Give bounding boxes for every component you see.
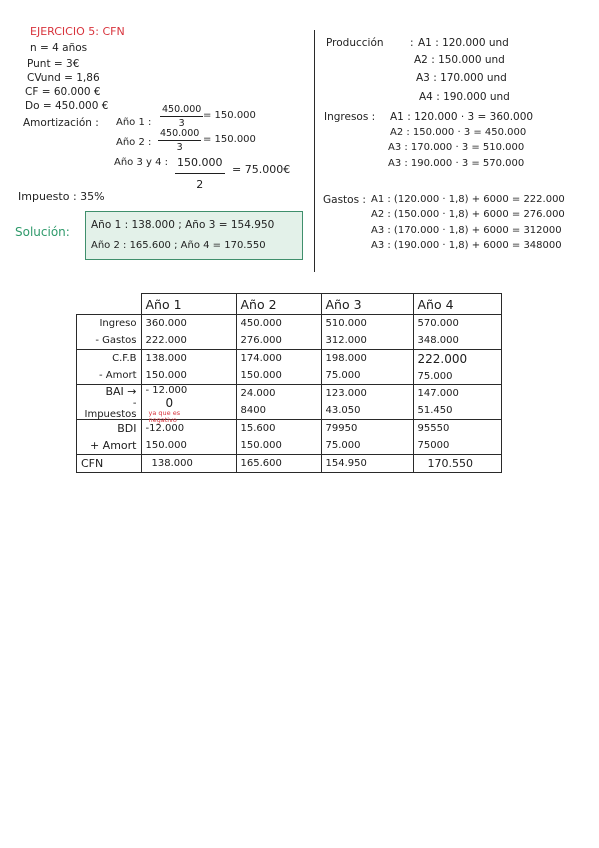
amort-y2-label: Año 2 : [116,137,152,148]
produccion-a4: A4 : 190.000 und [419,91,510,103]
table-row [77,315,502,350]
header-year-2: Año 2 [236,294,321,315]
header-year-4: Año 4 [413,294,501,315]
table-cell [413,385,501,420]
table-cell [321,315,413,350]
fixed-cost: CF = 60.000 € [25,86,101,98]
row-label [77,315,142,350]
row-label-bottom: + Amort [89,439,137,452]
table-row [77,420,502,455]
row-label-top: BDI [117,422,137,435]
cell-top: 510.000 [325,318,367,329]
gastos-a2: A2 : (150.000 · 1,8) + 6000 = 276.000 [371,209,565,220]
table-cell [236,315,321,350]
cell-bottom: 150.000 [145,440,187,451]
amort-y34-fraction [175,156,225,191]
row-label [77,420,142,455]
amort-y2-numerator: 450.000 [160,128,200,139]
table-cell [236,420,321,455]
solution-box [85,211,303,260]
cell-bottom-value: 0 [165,396,174,410]
amort-y1-label: Año 1 : [116,117,152,128]
header-year-1: Año 1 [141,294,236,315]
row-label-top: BAI → [105,385,137,398]
row-label-bottom: - Amort [98,370,137,381]
table-cell [413,420,501,455]
exercise-title: EJERCICIO 5: CFN [30,25,125,38]
amort-y1-fraction [160,104,203,129]
produccion-a1: A1 : 120.000 und [418,37,509,49]
row-label [77,385,142,420]
ingresos-label: Ingresos : [324,111,376,123]
cell-bottom: 150.000 [240,440,282,451]
gastos-a1: A1 : (120.000 · 1,8) + 6000 = 222.000 [371,194,565,205]
amort-y34-result: = 75.000€ [232,163,291,176]
cell-top: 174.000 [240,353,282,364]
amortizacion-label: Amortización : [23,117,99,129]
cfn-value-year-2: 165.600 [236,455,321,473]
table-cell [413,315,501,350]
amort-y34-denominator: 2 [196,178,204,191]
cfn-table [76,293,502,473]
cell-bottom: 348.000 [417,335,459,346]
solution-line-1: Año 1 : 138.000 ; Año 3 = 154.950 [91,219,275,231]
table-cell [141,420,236,455]
cell-top: -12.000 [145,423,185,434]
cell-top: 222.000 [417,352,468,367]
amort-y34-label: Año 3 y 4 : [114,157,169,168]
cell-top: 15.600 [240,423,276,434]
unit-price: Punt = 3€ [27,58,80,70]
cell-bottom [146,396,232,424]
produccion-a2: A2 : 150.000 und [414,54,505,66]
cfn-value-year-1: 138.000 [141,455,236,473]
cell-bottom: 75.000 [417,370,453,382]
table-row [77,385,502,420]
cell-top: 79950 [325,423,358,434]
cell-bottom: 43.050 [325,405,361,416]
table-cell [321,385,413,420]
gastos-a3: A3 : (170.000 · 1,8) + 6000 = 312000 [371,225,562,236]
ingresos-a2: A2 : 150.000 · 3 = 450.000 [390,127,527,138]
amort-y34-numerator: 150.000 [175,156,225,174]
cell-top: 138.000 [145,353,187,364]
table-cell [141,385,236,424]
table-row [77,350,502,385]
row-label-bottom: - Gastos [95,335,137,346]
negative-note: ya que es negativo [148,409,181,424]
ingresos-a4: A3 : 190.000 · 3 = 570.000 [388,158,525,169]
tax-rate: Impuesto : 35% [18,190,105,203]
cell-bottom: 8400 [240,405,266,416]
cell-top: 198.000 [325,353,367,364]
cell-top: 450.000 [240,318,282,329]
cell-bottom: 276.000 [240,335,282,346]
table-header-row [77,294,502,315]
amort-y1-numerator: 450.000 [162,104,202,115]
amort-y1-denominator: 3 [178,118,185,129]
table-cell [141,315,236,350]
amort-y2-fraction [158,128,201,153]
cfn-value-year-3: 154.950 [321,455,413,473]
unit-variable-cost: CVund = 1,86 [27,72,100,84]
ingresos-a1: A1 : 120.000 · 3 = 360.000 [390,111,534,123]
n-years: n = 4 años [30,42,88,54]
cell-bottom: 51.450 [417,405,453,416]
cell-top: 147.000 [417,388,459,399]
cell-bottom: 222.000 [145,335,187,346]
solucion-label: Solución: [15,225,70,239]
cfn-value-year-4: 170.550 [413,455,501,473]
table-cell [321,350,413,385]
cell-top: - 12.000 [145,385,188,396]
row-label-bottom: - Impuestos [84,398,137,420]
cell-bottom: 312.000 [325,335,367,346]
cell-top: 123.000 [325,388,367,399]
cell-bottom: 150.000 [145,370,187,381]
cell-top: 95550 [417,423,450,434]
cfn-row [77,455,502,473]
amort-y2-denominator: 3 [176,142,183,153]
table-cell [141,350,236,385]
header-year-3: Año 3 [321,294,413,315]
cell-bottom: 75.000 [325,440,361,451]
table-cell [321,420,413,455]
amort-y1-result: = 150.000 [203,110,256,121]
cell-bottom: 75.000 [325,370,361,381]
produccion-colon: : [410,37,414,49]
table-cell [236,350,321,385]
column-divider [314,30,315,272]
gastos-label: Gastos : [323,194,366,206]
produccion-a3: A3 : 170.000 und [416,72,507,84]
solution-line-2: Año 2 : 165.600 ; Año 4 = 170.550 [91,240,266,251]
gastos-a4: A3 : (190.000 · 1,8) + 6000 = 348000 [371,240,562,251]
table-cell [236,385,321,420]
cell-bottom: 150.000 [240,370,282,381]
cell-top: 570.000 [417,318,459,329]
cell-bottom: 75000 [417,440,450,451]
row-label [77,350,142,385]
amort-y2-result: = 150.000 [203,134,256,145]
row-label-top: C.F.B [112,353,137,364]
table-corner [77,294,142,315]
cell-top: 360.000 [145,318,187,329]
initial-investment: Do = 450.000 € [25,100,109,112]
ingresos-a3: A3 : 170.000 · 3 = 510.000 [388,142,525,153]
table-cell [413,350,501,385]
cfn-label: CFN [77,455,142,473]
produccion-label: Producción [326,37,384,49]
cell-top: 24.000 [240,388,276,399]
row-label-top: Ingreso [99,318,137,329]
